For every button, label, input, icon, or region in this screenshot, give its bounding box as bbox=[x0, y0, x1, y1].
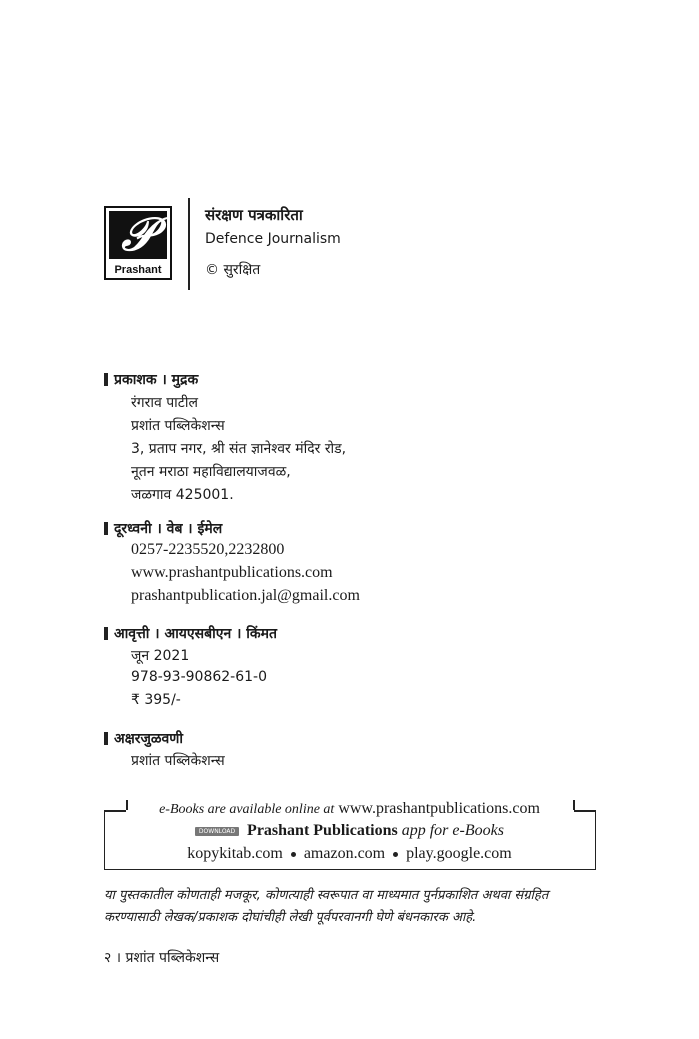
typesetting-heading bbox=[104, 729, 183, 748]
book-subtitle: Defence Journalism bbox=[205, 231, 341, 247]
download-badge-icon[interactable]: DOWNLOAD ON ▶ bbox=[195, 827, 239, 836]
section-bar-icon bbox=[104, 522, 108, 535]
typesetting-heading-text: अक्षरजुळवणी bbox=[114, 731, 184, 747]
publisher-heading bbox=[104, 370, 198, 389]
logo-p-icon: 𝒫 bbox=[109, 211, 167, 259]
ebooks-availability bbox=[0, 800, 699, 818]
publisher-line: नूतन मराठा महाविद्यालयाजवळ, bbox=[131, 464, 291, 480]
section-bar-icon bbox=[104, 732, 108, 745]
app-name: Prashant Publications bbox=[247, 822, 398, 839]
bullet-icon bbox=[291, 852, 296, 857]
publisher-logo bbox=[104, 206, 172, 280]
typesetting-value: प्रशांत पब्लिकेशन्स bbox=[131, 753, 225, 769]
publisher-line: प्रशांत पब्लिकेशन्स bbox=[131, 418, 225, 434]
title-divider bbox=[188, 198, 190, 290]
ebooks-app-line bbox=[0, 822, 699, 844]
app-suffix: app for e-Books bbox=[401, 822, 504, 839]
copyright-notice: © सुरक्षित bbox=[205, 262, 261, 278]
page-footer: २ । प्रशांत पब्लिकेशन्स bbox=[104, 950, 220, 966]
publisher-line: जळगाव 425001. bbox=[131, 487, 234, 503]
logo-name: Prashant bbox=[114, 264, 162, 276]
section-bar-icon bbox=[104, 373, 108, 386]
store-link-kopykitab[interactable]: kopykitab.com bbox=[187, 845, 283, 862]
edition-isbn: 978-93-90862-61-0 bbox=[131, 669, 268, 685]
store-link-amazon[interactable]: amazon.com bbox=[303, 845, 386, 862]
ebooks-prefix: e-Books are available online at bbox=[159, 802, 335, 817]
book-title: संरक्षण पत्रकारिता bbox=[205, 206, 303, 224]
ebooks-url[interactable]: www.prashantpublications.com bbox=[338, 800, 540, 817]
contact-web[interactable]: www.prashantpublications.com bbox=[131, 564, 333, 581]
edition-price: ₹ 395/- bbox=[131, 692, 181, 708]
store-link-play[interactable]: play.google.com bbox=[406, 845, 512, 862]
contact-heading bbox=[104, 519, 222, 538]
edition-date: जून 2021 bbox=[131, 648, 190, 664]
section-bar-icon bbox=[104, 627, 108, 640]
contact-phone: 0257-2235520,2232800 bbox=[131, 541, 285, 558]
publisher-line: 3, प्रताप नगर, श्री संत ज्ञानेश्वर मंदिर रोड, bbox=[131, 441, 347, 457]
reproduction-notice: या पुस्तकातील कोणताही मजकूर, कोणत्याही स्वरूपात वा माध्यमात पुर्नप्रकाशित अथवा संग्रहित करण्यासाठी लेखक/प्रकाशक दोघांचीही लेखी पूर्वपरवानगी घेणे बंधनकारक आहे. bbox=[104, 888, 549, 925]
contact-heading-text: दूरध्वनी । वेब । ईमेल bbox=[114, 521, 223, 537]
edition-heading-text: आवृत्ती । आयएसबीएन । किंमत bbox=[114, 626, 277, 642]
publisher-line: रंगराव पाटील bbox=[131, 395, 198, 411]
publisher-heading-text: प्रकाशक । मुद्रक bbox=[114, 372, 199, 388]
ebooks-stores bbox=[0, 845, 699, 863]
bullet-icon bbox=[393, 852, 398, 857]
edition-heading bbox=[104, 624, 277, 643]
contact-email[interactable]: prashantpublication.jal@gmail.com bbox=[131, 587, 360, 604]
